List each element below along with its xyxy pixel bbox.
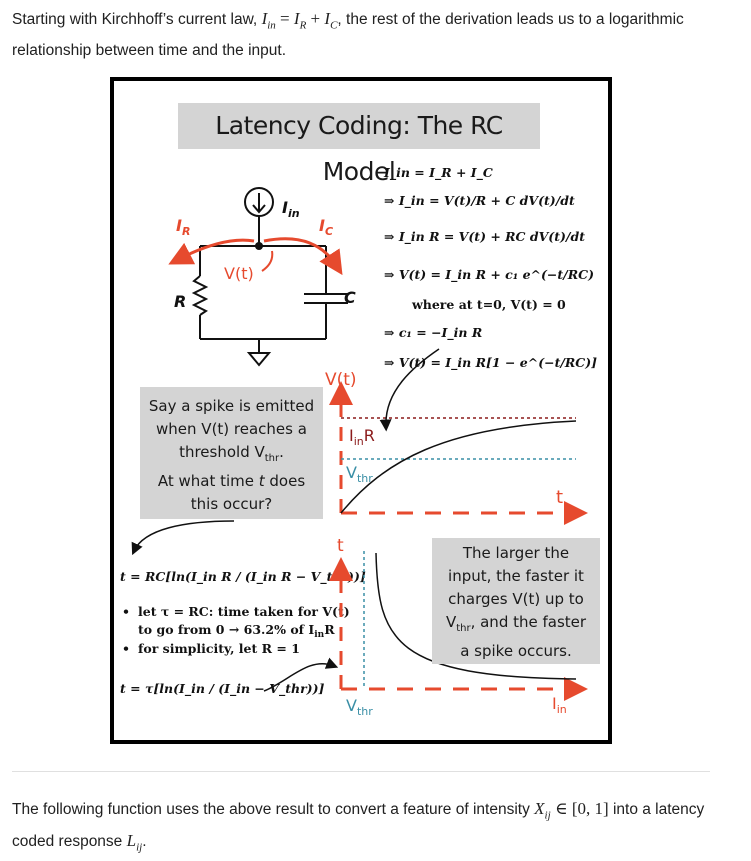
derivation-line-3: ⇒ I_in R = V(t) + RC dV(t)/dt [384, 229, 585, 244]
derivation-line-7: ⇒ V(t) = I_in R[1 − e^(−t/RC)] [384, 355, 598, 370]
kcl-equation: $I_{in} = I_R + I_C$ [261, 9, 338, 32]
i-r-label: $I_R$ [176, 216, 191, 238]
x-ij-symbol: $X_{ij}$ [534, 799, 551, 822]
intro-text-a: Starting with Kirchhoff’s current law, [12, 11, 258, 28]
bullet-1: let τ = RC: time taken for V(t) [138, 604, 350, 619]
v-t-label: V(t) [224, 264, 254, 283]
rc-model-figure [110, 77, 612, 744]
derivation-line-6: ⇒ c₁ = −I_in R [384, 325, 483, 340]
node-dot [255, 242, 263, 250]
c-label: C [344, 288, 356, 307]
charging-curve [341, 421, 576, 513]
rc-circuit [194, 188, 348, 365]
intro-text-b: , the rest of the derivation leads us to a logarithmic relationship between time and the input. [12, 11, 684, 60]
bottom-plot-x-label: $I_{in}$ [552, 694, 567, 716]
equation-1: t = RC[ln(I_in R / (I_in R − V_thr))] [120, 569, 366, 584]
i-c-label: $I_C$ [319, 216, 334, 238]
derivation-line-2: ⇒ I_in = V(t)/R + C dV(t)/dt [384, 193, 575, 208]
figure-title: Latency Coding: The RC Model [178, 103, 540, 149]
l-ij-symbol: $L_{ij}$ [126, 831, 143, 854]
derivation-line-1: I_in = I_R + I_C [384, 165, 493, 180]
voltage-plot [325, 349, 576, 513]
faster-box: The larger the input, the faster it charges V(t) up to $V_{thr}$, and the faster a spike occurs. [432, 538, 600, 664]
i-in-label: $I_{in}$ [282, 198, 300, 220]
section-divider [12, 771, 710, 772]
svg-text:•: • [122, 641, 130, 656]
vt-pointer [262, 251, 272, 271]
ground-icon [249, 353, 269, 365]
outro-paragraph: The following function uses the above result to convert a feature of intensity $X_{ij}$ ∈ [0, 1] into a latency coded response $L_{ij}$. [12, 799, 705, 854]
ir-arrow [179, 240, 254, 259]
resistor-icon [194, 276, 206, 315]
bottom-plot-y-label: t [337, 536, 344, 556]
r-label: R [174, 292, 187, 311]
bullet-list [122, 604, 350, 656]
question-box: Say a spike is emitted when V(t) reaches a threshold $V_{thr}$. At what time t does this occur? [140, 387, 323, 519]
top-plot-y-label: V(t) [325, 370, 357, 390]
derivation-line-5: where at t=0, V(t) = 0 [412, 297, 566, 312]
equation-2: t = τ[ln(I_in / (I_in − V_thr))] [120, 681, 325, 696]
derivation [383, 165, 597, 371]
derivation-line-4: ⇒ V(t) = I_in R + c₁ e^(−t/RC) [384, 267, 594, 282]
top-plot-x-label: t [556, 487, 564, 508]
intro-paragraph [12, 6, 732, 64]
svg-text:•: • [122, 604, 130, 619]
asymptote-label: $I_{in}R$ [349, 426, 375, 448]
bullet-2: for simplicity, let R = 1 [138, 641, 300, 656]
threshold-label: $V_{thr}$ [346, 463, 373, 485]
bullet-1b: to go from 0 → 63.2% of $I_{in}R$ [138, 622, 335, 640]
v-thr-label: $V_{thr}$ [346, 696, 373, 718]
